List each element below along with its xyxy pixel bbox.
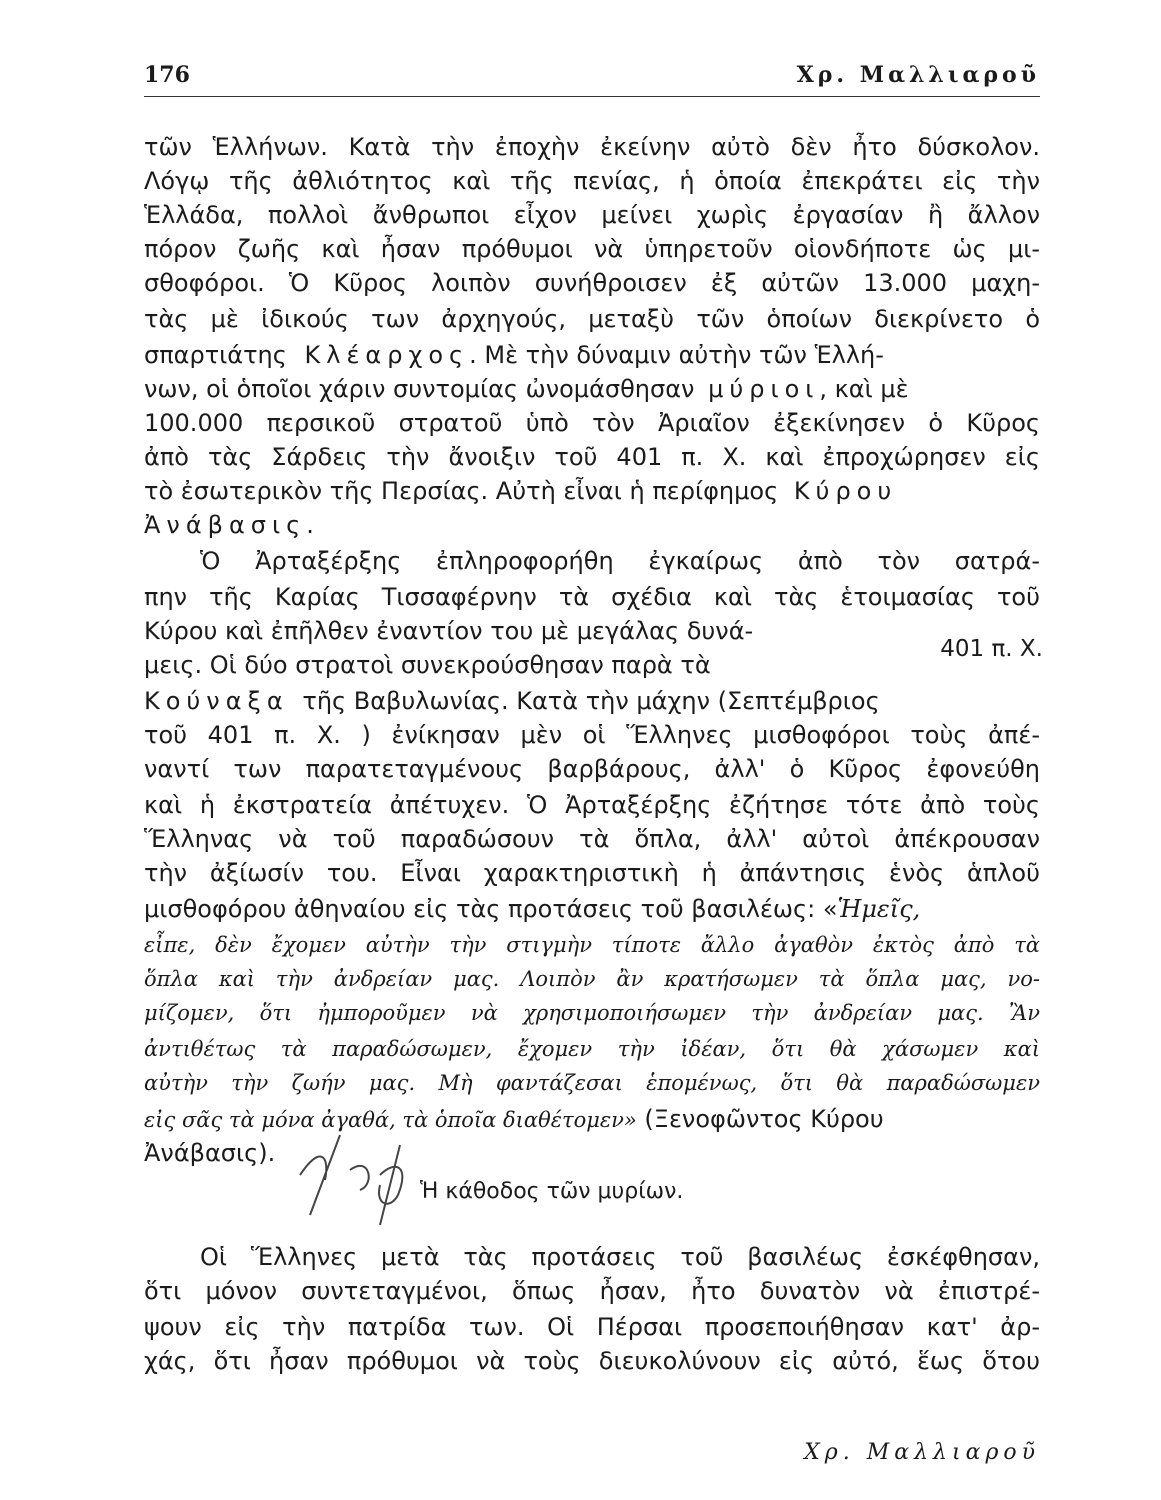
text-line: ναντί των παρατεταγμένους βαρβάρους, ἀλλ' ὁ Κῦρος ἐφονεύθη	[144, 755, 1040, 783]
quote-line: μίζομεν, ὅτι ἠμποροῦμεν νὰ χρησιμοποιήσωμεν τὴν ἀνδρείαν μας. Ἂν	[144, 1001, 1040, 1025]
text-line	[144, 474, 1040, 508]
page-number: 176	[144, 62, 190, 88]
text-line	[144, 892, 1040, 926]
text-line: 100.000 περσικοῦ στρατοῦ ὑπὸ τὸν Ἀριαῖον ἐξεκίνησεν ὁ Κῦρος	[144, 409, 1040, 437]
text-line: χάς, ὅτι ἦσαν πρόθυμοι νὰ τοὺς διευκολύνουν εἰς αὐτό, ἕως ὅτου	[144, 1347, 1040, 1375]
section-subheading: Ἡ κάθοδος τῶν μυρίων.	[420, 1179, 684, 1204]
text-line: σθοφόροι. Ὁ Κῦρος λοιπὸν συνήθροισεν ἐξ αὐτῶν 13.000 μαχη-	[144, 269, 1040, 297]
text-line: τὰς μὲ ἰδικούς των ἀρχηγούς, μεταξὺ τῶν ὁποίων διεκρίνετο ὁ	[144, 305, 1040, 333]
text-line: τὴν ἀξίωσίν του. Εἶναι χαρακτηριστικὴ ἡ ἀπάντησις ἑνὸς ἁπλοῦ	[144, 859, 1040, 887]
text-line: τοῦ 401 π. Χ. ) ἐνίκησαν μὲν οἱ Ἕλληνες μισθοφόροι τοὺς ἀπέ-	[144, 721, 1040, 749]
text-line: Οἱ Ἕλληνες μετὰ τὰς προτάσεις τοῦ βασιλέως ἐσκέφθησαν,	[200, 1243, 1040, 1271]
quote-start: Ἡμεῖς,	[837, 895, 921, 923]
text-line: καὶ ἡ ἐκστρατεία ἀπέτυχεν. Ὁ Ἀρταξέρξης ἐζήτησε τότε ἀπὸ τοὺς	[144, 791, 1040, 819]
text-line	[144, 338, 1040, 372]
text-run: τὸ ἐσωτερικὸν τῆς Περσίας. Αὐτὴ εἶναι ἡ περίφημος	[144, 477, 779, 505]
emphasized-place: Κούναξα	[144, 687, 289, 715]
emphasized-name: Κλέαρχος	[304, 341, 470, 369]
text-line: τῶν Ἑλλήνων. Κατὰ τὴν ἐποχὴν ἐκείνην αὐτὸ δὲν ἦτο δύσκολον.	[144, 133, 1040, 161]
text-line: ὅτι μόνον συντεταγμένοι, ὅπως ἦσαν, ἦτο δυνατὸν νὰ ἐπιστρέ-	[144, 1277, 1040, 1305]
page-footer: Χρ. Μαλλιαροῦ	[804, 1440, 1040, 1465]
text-run: μισθοφόρου ἀθηναίου εἰς τὰς προτάσεις τοῦ βασιλέως: «	[144, 895, 838, 923]
text-run: νων, οἱ ὁποῖοι χάριν συντομίας ὠνομάσθησαν	[144, 375, 695, 403]
text-run: σπαρτιάτης	[144, 341, 287, 369]
text-line	[144, 1102, 1040, 1136]
page-header	[144, 60, 1040, 97]
text-line: πόρον ζωῆς καὶ ἦσαν πρόθυμοι νὰ ὑπηρετοῦν οἱονδήποτε ὡς μι-	[144, 235, 1040, 263]
quote-line: ὅπλα καὶ τὴν ἀνδρείαν μας. Λοιπὸν ἂν κρατήσωμεν τὰ ὅπλα μας, νο-	[144, 967, 1040, 991]
text-line: πην τῆς Καρίας Τισσαφέρνην τὰ σχέδια καὶ τὰς ἑτοιμασίας τοῦ	[144, 583, 1040, 611]
text-line: Ὁ Ἀρταξέρξης ἐπληροφορήθη ἐγκαίρως ἀπὸ τὸν σατρά-	[200, 547, 1040, 575]
text-line: ψουν εἰς τὴν πατρίδα των. Οἱ Πέρσαι προσεποιήθησαν κατ' ἀρ-	[144, 1313, 1040, 1341]
text-run: τῆς Βαβυλωνίας. Κατὰ τὴν μάχην (Σεπτέμβριος	[302, 687, 880, 715]
quote-end: εἰς σᾶς τὰ μόνα ἀγαθά, τὰ ὁποῖα διαθέτομεν»	[144, 1108, 637, 1132]
emphasized-term: Κύρου	[793, 477, 898, 505]
source-citation: (Ξενοφῶντος Κύρου	[636, 1105, 884, 1133]
emphasized-term: μύριοι	[708, 375, 820, 403]
text-line: Ἀνάβασις).	[144, 1139, 276, 1167]
text-line: Ἑλλάδα, πολλοὶ ἄνθρωποι εἶχον μείνει χωρὶς ἐργασίαν ἢ ἄλλον	[144, 201, 1040, 229]
text-line: Κύρου καὶ ἐπῆλθεν ἐναντίον του μὲ μεγάλας δυνά-	[144, 617, 754, 645]
quote-line: αὐτὴν τὴν ζωήν μας. Μὴ φαντάζεσαι ἑπομένως, ὅτι θὰ παραδώσωμεν	[144, 1071, 1040, 1095]
text-line: ἀπὸ τὰς Σάρδεις τὴν ἄνοιξιν τοῦ 401 π. Χ. καὶ ἐπροχώρησεν εἰς	[144, 443, 1040, 471]
text-line	[144, 684, 1040, 718]
text-line	[144, 372, 1040, 406]
emphasized-term: Ἀνάβασις.	[144, 511, 320, 539]
text-run: . Μὲ τὴν δύναμιν αὐτὴν τῶν Ἑλλή-	[469, 341, 884, 369]
text-line: μεις. Οἱ δύο στρατοὶ συνεκρούσθησαν παρὰ τὰ	[144, 651, 711, 679]
quote-line: ἀντιθέτως τὰ παραδώσωμεν, ἔχομεν τὴν ἰδέαν, ὅτι θὰ χάσωμεν καὶ	[144, 1037, 1040, 1061]
quote-line: εἶπε, δὲν ἔχομεν αὐτὴν τὴν στιγμὴν τίποτε ἄλλο ἀγαθὸν ἐκτὸς ἀπὸ τὰ	[144, 933, 1040, 957]
running-head: Χρ. Μαλλιαροῦ	[796, 62, 1040, 88]
text-line: Ἕλληνας νὰ τοῦ παραδώσουν τὰ ὅπλα, ἀλλ' αὐτοὶ ἀπέκρουσαν	[144, 825, 1040, 853]
text-line: Λόγῳ τῆς ἀθλιότητος καὶ τῆς πενίας, ἡ ὁποία ἐπεκράτει εἰς τὴν	[144, 167, 1040, 195]
margin-date-note: 401 π. Χ.	[940, 636, 1043, 662]
text-run: , καὶ μὲ	[819, 375, 909, 403]
